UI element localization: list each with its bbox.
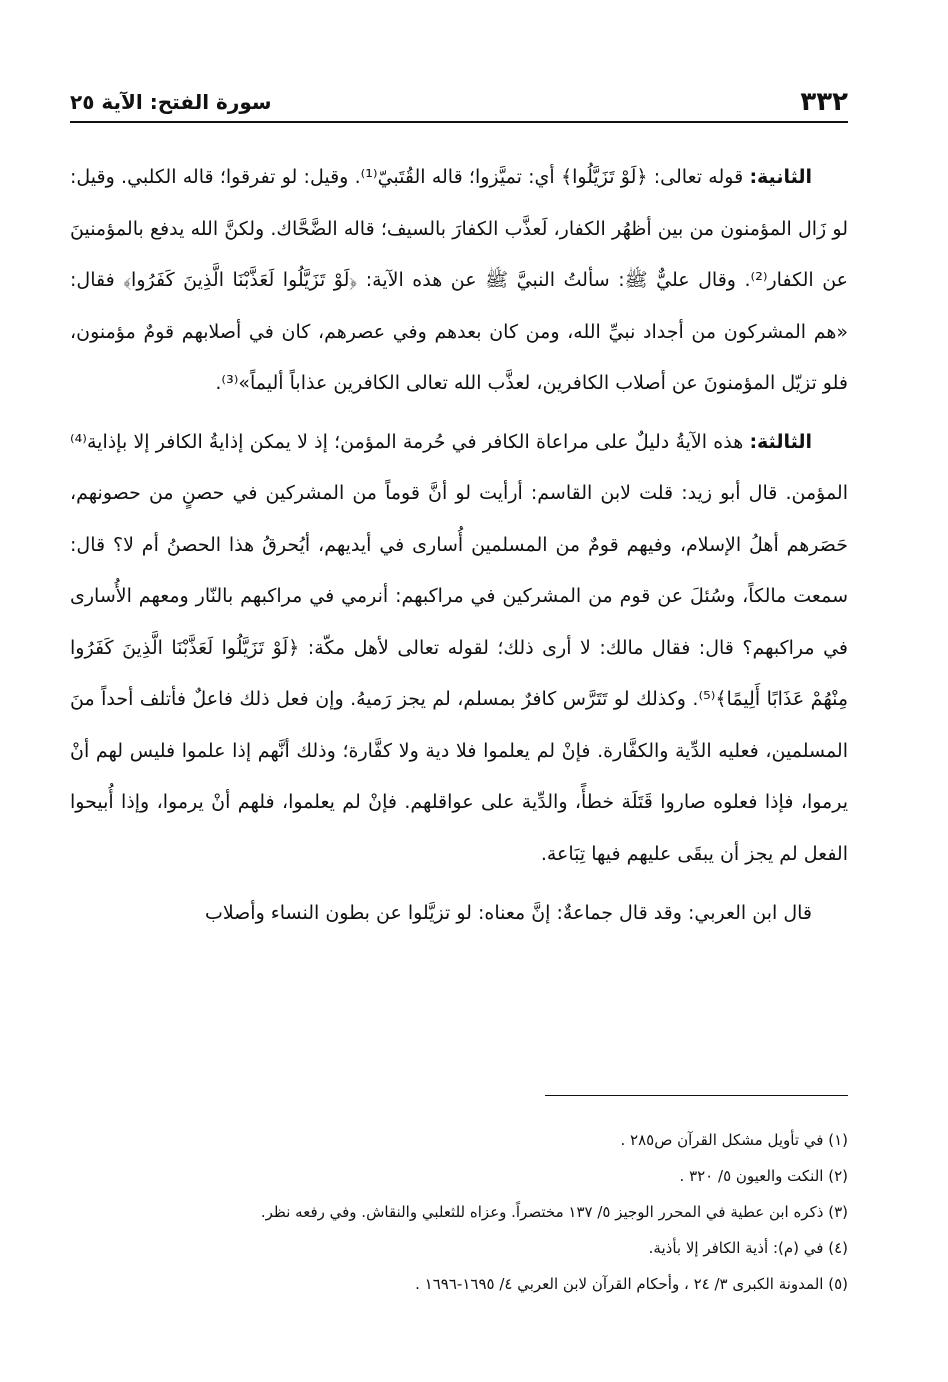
paragraph-lead: الثانية: [749, 166, 812, 188]
page-header [70, 76, 848, 120]
paragraph-text: قال ابن العربي: وقد قال جماعةٌ: إنَّ معناه: لو تزيَّلوا عن بطون النساء وأصلاب [204, 902, 812, 924]
paragraph-lead: الثالثة: [749, 430, 812, 453]
paragraph-ibn-al-arabi [70, 888, 848, 940]
header-rule [70, 121, 848, 123]
main-text [70, 152, 848, 940]
running-title: سورة الفتح: الآية ٢٥ [70, 90, 272, 114]
footnote: (٢) النكت والعيون ٥/ ٣٢٠ . [679, 1167, 848, 1185]
paragraph-second-issue [70, 152, 848, 410]
paragraph-third-issue [70, 417, 848, 881]
footnote: (٥) المدونة الكبرى ٣/ ٢٤ ، وأحكام القرآن لابن العربي ٤/ ١٦٩٥-١٦٩٦ . [415, 1275, 848, 1293]
footnote: (٤) في (م): أذية الكافر إلا بأذية. [648, 1239, 848, 1257]
footnotes [70, 1122, 848, 1302]
paragraph-text: هذه الآيةُ دليلٌ على مراعاة الكافر في حُرمة المؤمن؛ إذ لا يمكن إذايةُ الكافر إلا بإذاية⁽⁴⁾ المؤمن. قال أبو زيد: قلت لابن القاسم: أرأيت لو أنَّ قوماً من المشركين في حصنٍ من حصونهم، حَصَرهم أهلُ الإسلام، وفيهم قومٌ من المسلمين أُسارى في أيديهم، أيُحرقُ هذا الحصنُ أم لا؟ قال: سمعت مالكاً، وسُئلَ عن قوم من المشركين في مراكبهم: أنرمي في مراكبهم بالنّار ومعهم الأُسارى في مراكبهم؟ قال: فقال مالك: لا أرى ذلك؛ لقوله تعالى لأهل مكّة: ﴿لَوْ تَزَيَّلُوا لَعَذَّبْنَا الَّذِينَ كَفَرُوا مِنْهُمْ عَذَابًا أَلِيمًا﴾⁽⁵⁾. وكذلك لو تَتَرَّس كافرٌ بمسلم، لم يجز رَميهُ. وإن فعل ذلك فاعلٌ فأتلف أحداً منَ المسلمين، فعليه الدِّية والكفَّارة. فإنْ لم يعلموا فلا دية ولا كفَّارة؛ وذلك أنَّهم إذا علموا فليس لهم أنْ يرموا، فإذا فعلوه صاروا قَتَلَة خطأً، والدِّية على عواقلهم. فإنْ لم يعلموا، فلهم أنْ يرموا، وإذا أُبيحوا الفعل لم يجز أن يبقَى عليهم فيها تِبَاعة. [70, 430, 848, 865]
page-number: ٣٣٢ [800, 87, 848, 117]
footnote: (١) في تأويل مشكل القرآن ص٢٨٥ . [620, 1131, 848, 1149]
footnote: (٣) ذكره ابن عطية في المحرر الوجيز ٥/ ١٣٧ مختصراً. وعزاه للثعلبي والنقاش. وفي رفعه نظر. [260, 1203, 848, 1221]
footnote-rule [545, 1095, 848, 1096]
paragraph-text: قوله تعالى: ﴿لَوْ تَزَيَّلُوا﴾ أي: تميَّزوا؛ قاله القُتَبيّ⁽¹⁾. وقيل: لو تفرقوا؛ قاله الكلبي. وقيل: لو زَال المؤمنون من بين أظهُر الكفار، لَعذَّب الكفارَ بالسيف؛ قاله الضَّحَّاك. ولكنَّ الله يدفع بالمؤمنينَ عن الكفار⁽²⁾. وقال عليٌّ ﷺ: سألتُ النبيَّ ﷺ عن هذه الآية: ﴿لَوْ تَزَيَّلُوا لَعَذَّبْنَا الَّذِينَ كَفَرُوا﴾ فقال: «هم المشركون من أجداد نبيِّ الله، ومن كان بعدهم وفي عصرهم، كان في أصلابهم قومٌ مؤمنون، فلو تزيّل المؤمنونَ عن أصلاب الكافرين، لعذَّب الله تعالى الكافرين عذاباً أليماً»⁽³⁾. [70, 166, 848, 394]
